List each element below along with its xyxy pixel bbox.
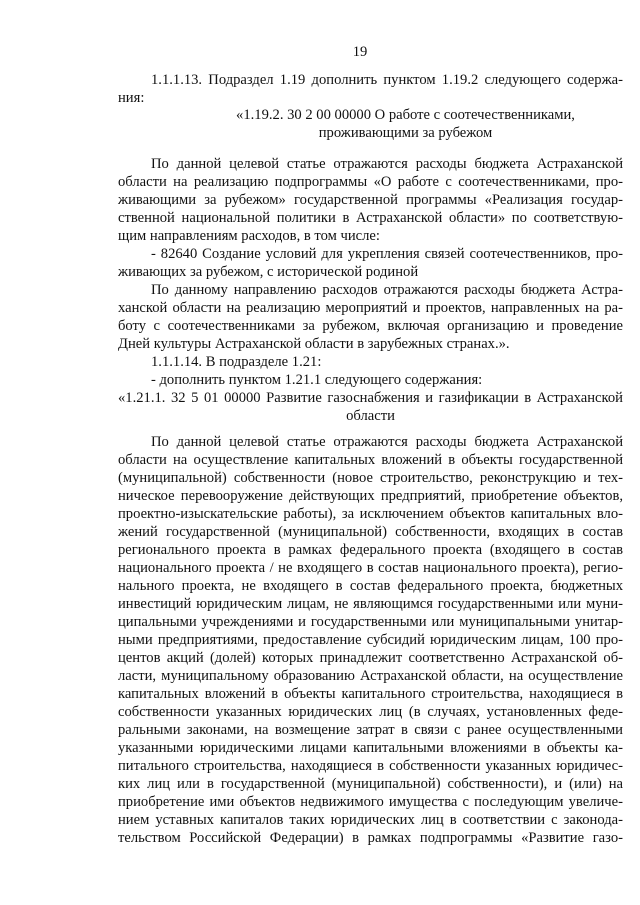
text-line: регионального проекта в рамках федерального проекта (входящего в состав	[118, 542, 623, 558]
text-line: ными предприятиями, предоставление субсидий юридическим лицам, 100 про-	[118, 632, 623, 648]
text-line: центов акций (долей) которых принадлежит соответственно Астраханской об-	[118, 650, 623, 666]
text-line: - 82640 Создание условий для укрепления связей соотечественников, про-	[151, 246, 623, 262]
text-line: нием уставных капиталов таких юридических лиц в соответствии с законода-	[118, 812, 623, 828]
text-line: нального проекта, не входящего в состав федерального проекта, бюджетных	[118, 578, 623, 594]
text-line: По данной целевой статье отражаются расходы бюджета Астраханской	[151, 434, 623, 450]
section-heading: «1.21.1. 32 5 01 00000 Развитие газоснабжения и газификации в Астраханской	[118, 390, 623, 406]
text-line: ханской области на реализацию мероприятий и проектов, направленных на ра-	[118, 300, 623, 316]
text-line: указанными юридическими лицами капитальными вложениями в объекты ка-	[118, 740, 623, 756]
text-line: ральными законами, на возмещение затрат в связи с ранее осуществленными	[118, 722, 623, 738]
text-line: ласти, муниципальному образованию Астраханской области, на осуществление	[118, 668, 623, 684]
text-line: (муниципальной) собственности (новое строительство, реконструкцию и тех-	[118, 470, 623, 486]
text-line: ния:	[118, 90, 145, 106]
text-line: 1.1.1.13. Подраздел 1.19 дополнить пунктом 1.19.2 следующего содержа-	[151, 72, 623, 88]
text-line: питального строительства, находящиеся в собственности указанных юридичес-	[118, 758, 623, 774]
text-line: инвестиций юридическим лицам, не являющимся государственными или муни-	[118, 596, 623, 612]
text-line: щим направлениям расходов, в том числе:	[118, 228, 380, 244]
text-line: жений государственной (муниципальной) собственности, входящих в состав	[118, 524, 623, 540]
text-line: ническое перевооружение действующих предприятий, приобретение объектов,	[118, 488, 623, 504]
text-line: живающих за рубежом, с исторической родиной	[118, 264, 419, 280]
text-line: ципальными учреждениями и государственными или муниципальными унитар-	[118, 614, 623, 630]
section-heading: «1.19.2. 30 2 00 00000 О работе с соотечественниками,	[236, 107, 575, 123]
text-line: ственной национальной политики в Астраханской области» по соответствую-	[118, 210, 623, 226]
text-line: 1.1.1.14. В подразделе 1.21:	[151, 354, 322, 370]
text-line: Дней культуры Астраханской области в зарубежных странах.».	[118, 336, 510, 352]
section-heading: проживающими за рубежом	[318, 125, 493, 141]
text-line: проектно-изыскательские работы), за исключением объектов капитальных вло-	[118, 506, 623, 522]
section-heading: области	[346, 408, 395, 424]
text-line: боту с соотечественниками за рубежом, включая организацию и проведение	[118, 318, 623, 334]
text-line: живающими за рубежом» государственной программы «Реализация государ-	[118, 192, 623, 208]
text-line: приобретение ими объектов недвижимого имущества с последующим увеличе-	[118, 794, 623, 810]
text-line: ких лиц или в государственной (муниципальной) собственности), и (или) на	[118, 776, 623, 792]
text-line: По данной целевой статье отражаются расходы бюджета Астраханской	[151, 156, 623, 172]
text-line: области на осуществление капитальных вложений в объекты государственной	[118, 452, 623, 468]
text-line: собственности указанных юридических лиц (в случаях, установленных феде-	[118, 704, 623, 720]
text-line: тельством Российской Федерации) в рамках подпрограммы «Развитие газо-	[118, 830, 623, 846]
text-line: капитальных вложений в объекты капитального строительства, находящиеся в	[118, 686, 623, 702]
text-line: По данному направлению расходов отражаются расходы бюджета Астра-	[151, 282, 623, 298]
text-line: национального проекта / не входящего в состав национального проекта), регио-	[118, 560, 623, 576]
page-number: 19	[352, 44, 368, 60]
text-line: области на реализацию подпрограммы «О работе с соотечественниками, про-	[118, 174, 623, 190]
text-line: - дополнить пунктом 1.21.1 следующего содержания:	[151, 372, 483, 388]
